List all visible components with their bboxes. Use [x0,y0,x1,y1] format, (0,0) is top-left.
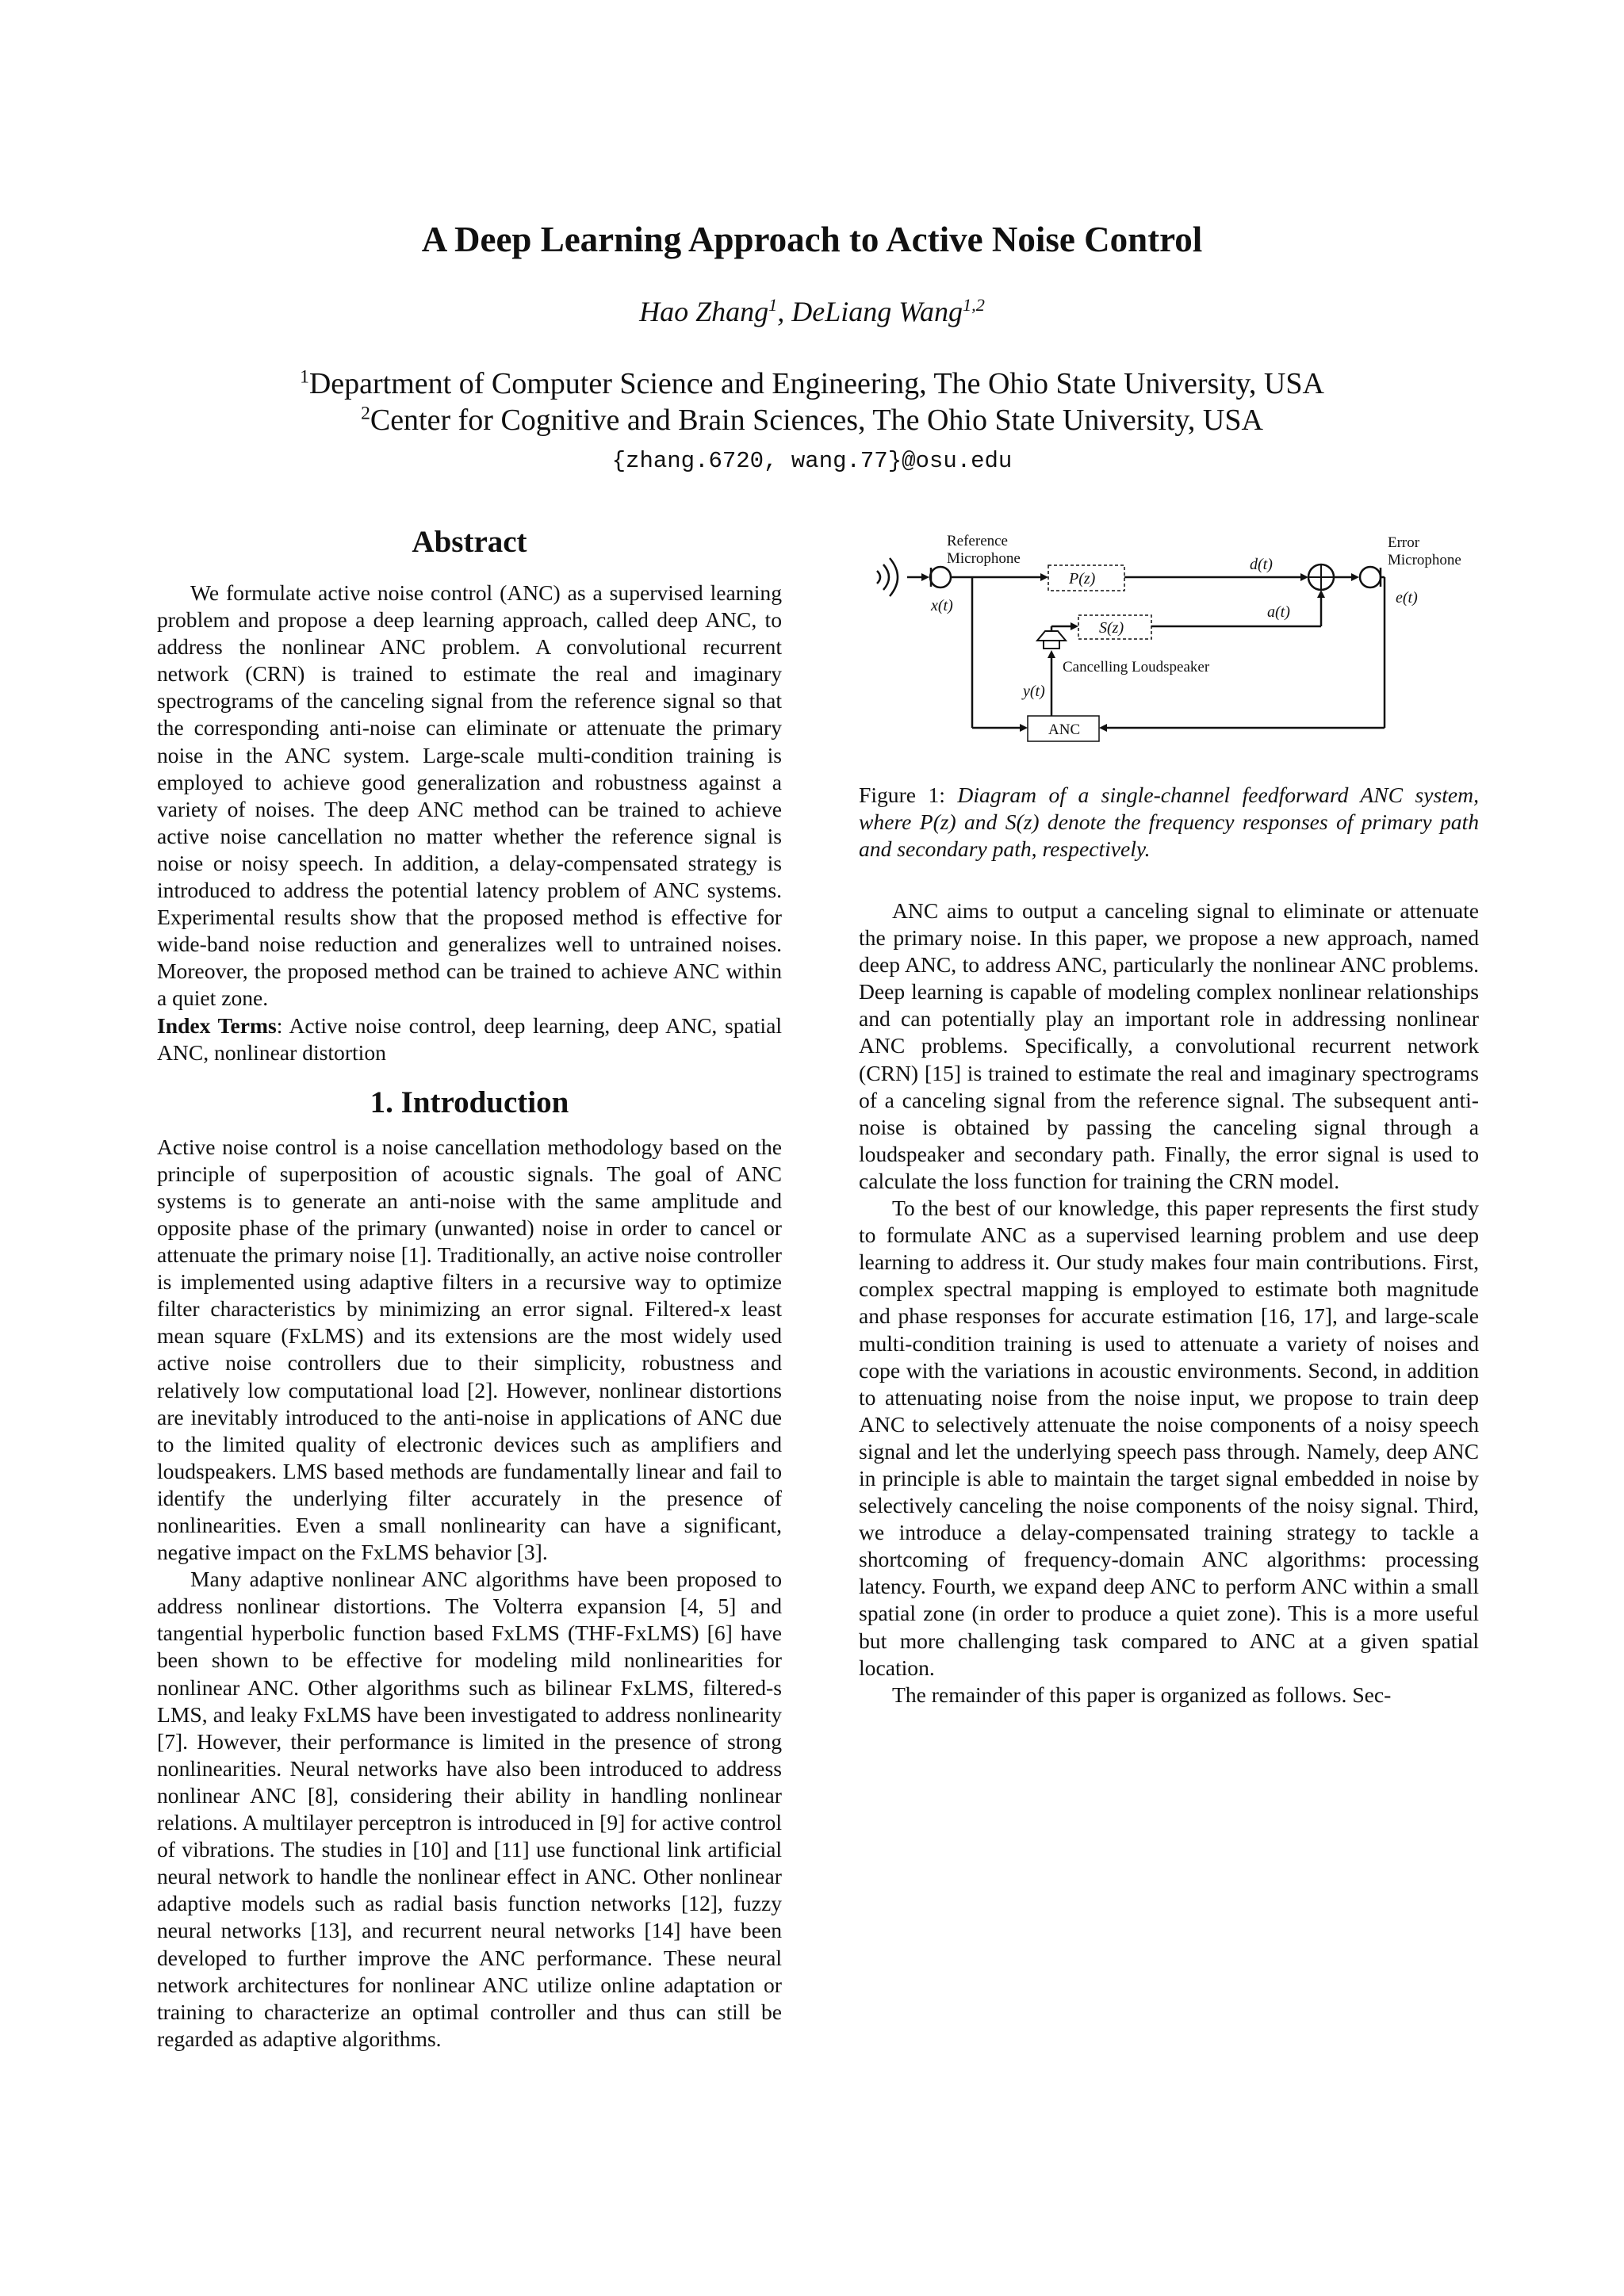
reference-microphone-label-line2: Microphone [947,550,1021,567]
intro-paragraph-5: The remainder of this paper is organized as follows. Sec- [892,1682,1392,1707]
error-microphone-label-line1: Error [1388,534,1420,551]
affiliation-2 [0,403,1624,438]
signal-e-label: e(t) [1396,589,1418,607]
author-2: DeLiang Wang [791,296,963,327]
affiliation-1-marker: 1 [300,366,309,388]
author-separator: , [777,296,792,327]
index-terms-label: Index Terms [157,1012,277,1038]
intro-paragraph-1: Active noise control is a noise cancellation methodology based on the principle of superposition of acoustic signals. The goal of ANC systems is to generate an anti-noise with the same amplitude and opposite phase of the primary (unwanted) noise in order to cancel or attenuate the primary noise [1]. Traditionally, an active noise controller is implemented using adaptive filters in a recursive way to optimize filter characteristics by minimizing an error signal. Filtered-x least mean square (FxLMS) and its extensions are the most widely used active noise controllers due to their simplicity, robustness and relatively low computational load [2]. However, nonlinear distortions are inevitably introduced to the anti-noise in applications of ANC due to the limited quality of electronic devices such as amplifiers and loudspeakers. LMS based methods are fundamentally linear and fail to identify the underlying filter accurately in the presence of nonlinearities. Even a small nonlinearity can have a significant, negative impact on the FxLMS behavior [3]. [157,1134,782,1565]
author-1: Hao Zhang [639,296,769,327]
figure-1-caption [859,782,1479,863]
cancelling-loudspeaker-icon [1044,641,1059,649]
author-1-affiliation: 1 [768,295,778,315]
abstract-heading: Abstract [412,525,527,559]
intro-paragraph-2: Many adaptive nonlinear ANC algorithms have been proposed to address nonlinear distortions. The Volterra expansion [4, 5] and tangential hyperbolic function based FxLMS (THF-FxLMS) [6] have been shown to be effective for modeling mild nonlinearities for nonlinear ANC. Other algorithms such as bilinear FxLMS, filtered-s LMS, and leaky FxLMS have been investigated to address nonlinearity [7]. However, their performance is limited in the presence of strong nonlinearities. Neural networks have also been introduced to address nonlinear ANC [8], considering their ability in handling nonlinear relations. A multilayer perceptron is introduced in [9] for active control of vibrations. The studies in [10] and [11] use functional link artificial neural network to handle the nonlinear effect in ANC. Other nonlinear adaptive models such as radial basis function networks [12], fuzzy neural networks [13], and recurrent neural networks [14] have been developed to further improve the ANC performance. These neural network architectures for nonlinear ANC utilize online adaptation or training to characterize an optimal controller and thus can still be regarded as adaptive algorithms. [157,1567,782,2051]
loudspeaker-label: Cancelling Loudspeaker [1063,659,1210,675]
anc-system-diagram [861,530,1480,760]
intro-paragraph-3: ANC aims to output a canceling signal to eliminate or attenuate the primary noise. In this paper, we propose a new approach, named deep ANC, to address ANC, particularly the nonlinear ANC problems. Deep learning is capable of modeling complex nonlinear relationships and can potentially play an important role in addressing nonlinear ANC problems. Specifically, a convolutional recurrent network (CRN) [15] is trained to estimate the real and imaginary spectrograms of a canceling signal from the reference signal. The subsequent anti-noise is obtained by passing the canceling signal through a loudspeaker and secondary path. Finally, the error signal is used to calculate the loss function for training the CRN model. [859,898,1479,1193]
noise-source-icon [877,571,880,584]
signal-d-label: d(t) [1250,556,1273,573]
primary-path-label: P(z) [1069,570,1096,587]
intro-paragraph-4: To the best of our knowledge, this paper represents the first study to formulate ANC as a supervised learning problem and use deep learning to address it. Our study makes four main contributions. First, complex spectral mapping is employed to estimate both magnitude and phase responses for accurate estimation [16, 17], and large-scale multi-condition training is used to attenuate a variety of noises and cope with the variations in acoustic environments. Second, in addition to attenuating noise from the noise input, we propose to train deep ANC to selectively attenuate the noise components of a noisy speech signal and let the underlying speech pass through. Namely, deep ANC in principle is able to maintain the target signal embedded in noise by selectively canceling the noise components of the noisy signal. Third, we introduce a delay-compensated training strategy to tackle a shortcoming of frequency-domain ANC algorithms: processing latency. Fourth, we expand deep ANC to perform ANC within a small spatial zone (in order to produce a quiet zone). This is a more useful but more challenging task compared to ANC at a given spatial location. [859,1196,1479,1680]
abstract-text: We formulate active noise control (ANC) as a supervised learning problem and propose a deep learning approach, called deep ANC, to address the nonlinear ANC problem. A convolutional recurrent network (CRN) is trained to estimate the real and imaginary spectrograms of the canceling signal from the reference signal so that the corresponding anti-noise can eliminate or attenuate the primary noise in the ANC system. Large-scale multi-condition training is employed to achieve good generalization and robustness against a variety of noises. The deep ANC method can be trained to achieve active noise cancellation no matter whether the reference signal is noise or noisy speech. In addition, a delay-compensated strategy is introduced to address the potential latency problem of ANC systems. Experimental results show that the proposed method is effective for wide-band noise reduction and generalizes well to untrained noises. Moreover, the proposed method can be trained to achieve ANC within a quiet zone. [157,580,782,1011]
caption-part-2: denote the frequency responses of primary path and secondary path, respectively. [859,809,1480,862]
error-microphone-icon [1360,567,1381,587]
secondary-path-label: S(z) [1099,619,1124,637]
affiliation-2-marker: 2 [361,403,370,424]
index-terms-text: : Active noise control, deep learning, deep ANC, spatial ANC, nonlinear distortion [157,1012,782,1065]
caption-and: and [956,809,1005,835]
signal-x-label: x(t) [931,597,953,614]
authors-line [0,295,1624,328]
caption-math-p: P(z) [919,809,956,835]
affiliation-1-text: Department of Computer Science and Engineering, The Ohio State University, USA [308,367,1324,400]
signal-y-label: y(t) [1023,683,1045,700]
affiliation-2-text: Center for Cognitive and Brain Sciences, The Ohio State University, USA [370,404,1263,437]
author-2-affiliation: 1,2 [962,295,985,315]
reference-microphone-label-line1: Reference [947,533,1008,549]
caption-math-s: S(z) [1005,809,1040,835]
paper-title: A Deep Learning Approach to Active Noise Control [421,220,1203,259]
anc-box-label: ANC [1048,721,1081,738]
index-terms [157,1012,782,1066]
abstract-heading-block [157,525,782,560]
caption-prefix: Figure 1: [859,783,958,807]
left-column [157,580,782,2053]
error-microphone-label-line2: Microphone [1388,552,1461,568]
caption-part-1: Diagram of a single-channel feedforward ANC system, where [859,783,1479,835]
signal-a-label: a(t) [1267,603,1290,621]
introduction-heading: 1. Introduction [370,1085,569,1119]
affiliation-1 [0,366,1624,401]
author-emails: {zhang.6720, wang.77}@osu.edu [611,448,1013,474]
right-column [859,897,1479,1709]
